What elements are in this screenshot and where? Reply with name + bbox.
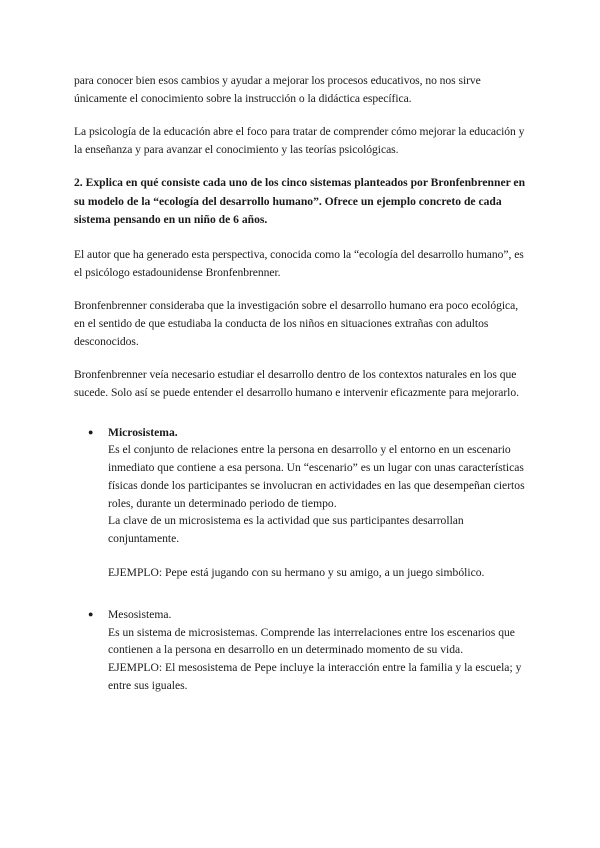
system-name-meso: Mesosistema. [108, 607, 172, 621]
body-paragraph-1: El autor que ha generado esta perspectiva, conocida como la “ecología del desarrollo humano”, es el psicólogo estadounidense Bronfenbrenner. [74, 247, 524, 279]
system-name-micro: Microsistema. [108, 425, 178, 439]
body-paragraph-3: Bronfenbrenner veía necesario estudiar el desarrollo dentro de los contextos naturales en los que sucede. Solo así se puede entender el desarrollo humano e intervenir eficazmente para mejorarlo. [74, 367, 519, 399]
bullet-icon: ● [88, 608, 94, 619]
list-item-microsistema [74, 424, 530, 582]
systems-list [74, 424, 530, 695]
system-definition-micro: Es el conjunto de relaciones entre la persona en desarrollo y el entorno en un escenario inmediato que contiene a esa persona. Un “escenario” es un lugar con unas características físicas donde los participantes se involucran en actividades en las que desempeñan ciertos roles, durante un determinado periodo de tiempo. [108, 443, 525, 510]
intro-paragraph-2: La psicología de la educación abre el foco para tratar de comprender cómo mejorar la educación y la enseñanza y para avanzar el conocimiento y las teorías psicológicas. [74, 125, 525, 156]
list-item-mesosistema [74, 606, 530, 695]
system-example-micro: EJEMPLO: Pepe está jugando con su hermano y su amigo, a un juego simbólico. [108, 566, 485, 580]
bullet-icon: ● [88, 426, 94, 437]
system-example-meso: EJEMPLO: El mesosistema de Pepe incluye la interacción entre la familia y la escuela; y entre sus iguales. [108, 661, 522, 693]
question-heading: 2. Explica en qué consiste cada uno de los cinco sistemas planteados por Bronfenbrenner en su modelo de la “ecología del desarrollo humano”. Ofrece un ejemplo concreto de cada sistema pensando en un niño de 6 años. [74, 176, 526, 226]
system-extra-micro: La clave de un microsistema es la actividad que sus participantes desarrollan conjuntamente. [108, 514, 464, 546]
system-definition-meso: Es un sistema de microsistemas. Comprende las interrelaciones entre los escenarios que contienen a la persona en desarrollo en un determinado momento de su vida. [108, 625, 515, 657]
intro-paragraph-1: para conocer bien esos cambios y ayudar a mejorar los procesos educativos, no nos sirve únicamente el conocimiento sobre la instrucción o la didáctica específica. [74, 74, 481, 105]
body-paragraph-2: Bronfenbrenner consideraba que la investigación sobre el desarrollo humano era poco ecológica, en el sentido de que estudiaba la conducta de los niños en situaciones extrañas con adultos desconocidos. [74, 298, 519, 348]
